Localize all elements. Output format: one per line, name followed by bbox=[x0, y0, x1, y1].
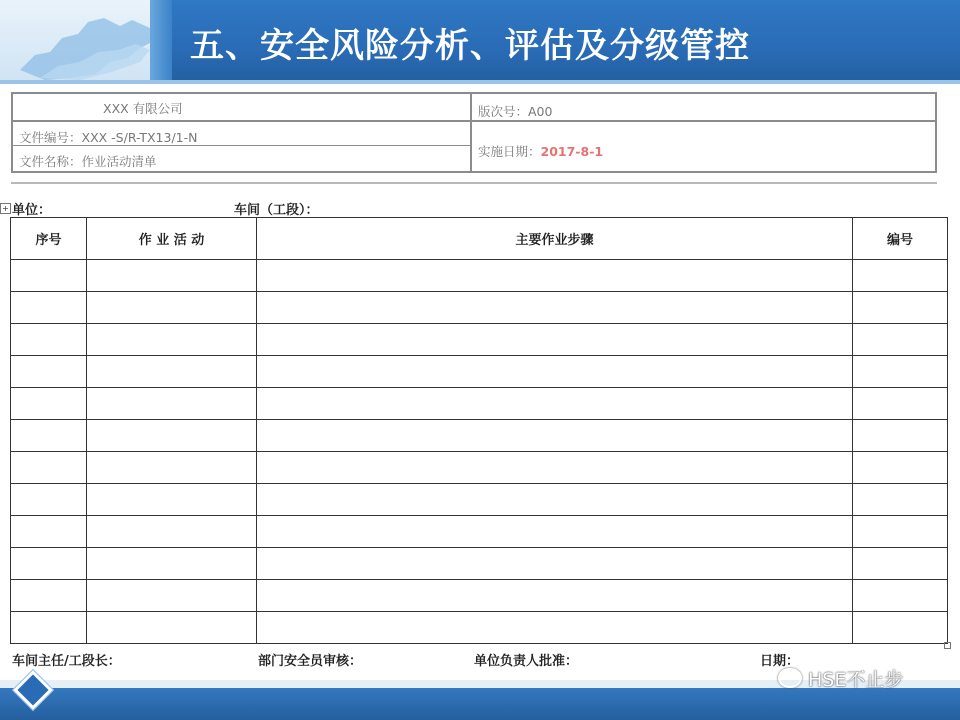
table-header-row bbox=[11, 218, 948, 260]
col-header-steps: 主要作业步骤 bbox=[257, 218, 853, 260]
table-cell[interactable] bbox=[257, 612, 853, 644]
header-separator bbox=[11, 182, 937, 184]
table-cell[interactable] bbox=[257, 580, 853, 612]
watermark bbox=[778, 665, 903, 691]
table-cell[interactable] bbox=[257, 420, 853, 452]
table-row bbox=[11, 260, 948, 292]
table-cell[interactable] bbox=[853, 580, 948, 612]
table-cell[interactable] bbox=[257, 484, 853, 516]
table-cell[interactable] bbox=[11, 612, 87, 644]
table-row bbox=[11, 420, 948, 452]
table-cell[interactable] bbox=[87, 292, 257, 324]
table-cell[interactable] bbox=[11, 484, 87, 516]
table-row bbox=[11, 356, 948, 388]
version-number: 版次号：A00 bbox=[472, 94, 935, 122]
table-row bbox=[11, 484, 948, 516]
table-cell[interactable] bbox=[257, 452, 853, 484]
footer-bar bbox=[0, 688, 960, 720]
table-cell[interactable] bbox=[257, 388, 853, 420]
table-resize-handle[interactable] bbox=[944, 642, 951, 649]
table-row bbox=[11, 292, 948, 324]
effective-date-value: 2017-8-1 bbox=[540, 144, 604, 159]
table-cell[interactable] bbox=[87, 388, 257, 420]
document-header bbox=[11, 92, 937, 173]
banner-underline bbox=[0, 80, 960, 84]
table-move-handle-icon[interactable]: + bbox=[0, 203, 11, 214]
table-cell[interactable] bbox=[87, 260, 257, 292]
table-row bbox=[11, 452, 948, 484]
unit-head-signature: 单位负责人批准： bbox=[474, 654, 579, 669]
map-graphic bbox=[0, 0, 166, 84]
table-row bbox=[11, 324, 948, 356]
table-row bbox=[11, 388, 948, 420]
table-cell[interactable] bbox=[853, 356, 948, 388]
table-cell[interactable] bbox=[87, 548, 257, 580]
table-cell[interactable] bbox=[853, 516, 948, 548]
col-header-code: 编号 bbox=[853, 218, 948, 260]
table-cell[interactable] bbox=[257, 356, 853, 388]
table-row bbox=[11, 612, 948, 644]
title-banner bbox=[0, 0, 960, 84]
table-cell[interactable] bbox=[257, 324, 853, 356]
document-name: 文件名称：作业活动清单 bbox=[13, 146, 472, 171]
table-cell[interactable] bbox=[853, 612, 948, 644]
table-cell[interactable] bbox=[853, 324, 948, 356]
table-cell[interactable] bbox=[11, 452, 87, 484]
company-name: XXX 有限公司 bbox=[13, 94, 472, 122]
table-cell[interactable] bbox=[11, 388, 87, 420]
banner-divider bbox=[150, 0, 172, 84]
col-header-seq: 序号 bbox=[11, 218, 87, 260]
activity-table bbox=[10, 217, 948, 644]
table-row bbox=[11, 516, 948, 548]
table-cell[interactable] bbox=[853, 260, 948, 292]
table-cell[interactable] bbox=[11, 516, 87, 548]
table-cell[interactable] bbox=[853, 292, 948, 324]
watermark-text: HSE不止步 bbox=[808, 668, 904, 691]
table-cell[interactable] bbox=[11, 548, 87, 580]
table-cell[interactable] bbox=[853, 484, 948, 516]
chat-bubble-icon bbox=[778, 668, 802, 688]
workshop-head-signature: 车间主任/工段长： bbox=[12, 654, 121, 669]
table-cell[interactable] bbox=[87, 484, 257, 516]
signature-date: 日期： bbox=[760, 654, 800, 669]
table-cell[interactable] bbox=[853, 548, 948, 580]
workshop-label: 车间（工段）： bbox=[234, 203, 319, 218]
table-row bbox=[11, 580, 948, 612]
table-cell[interactable] bbox=[87, 420, 257, 452]
table-cell[interactable] bbox=[87, 356, 257, 388]
effective-date bbox=[472, 122, 935, 171]
table-cell[interactable] bbox=[87, 516, 257, 548]
page-title: 五、安全风险分析、评估及分级管控 bbox=[190, 26, 750, 66]
table-cell[interactable] bbox=[11, 292, 87, 324]
table-cell[interactable] bbox=[257, 260, 853, 292]
safety-officer-signature: 部门安全员审核： bbox=[258, 654, 363, 669]
table-cell[interactable] bbox=[853, 452, 948, 484]
table-cell[interactable] bbox=[11, 580, 87, 612]
table-cell[interactable] bbox=[257, 516, 853, 548]
table-cell[interactable] bbox=[853, 420, 948, 452]
document-number: 文件编号：XXX -S/R-TX13/1-N bbox=[13, 122, 472, 146]
table-row bbox=[11, 548, 948, 580]
table-cell[interactable] bbox=[853, 388, 948, 420]
table-cell[interactable] bbox=[87, 612, 257, 644]
effective-date-label: 实施日期： bbox=[478, 144, 541, 159]
table-cell[interactable] bbox=[87, 324, 257, 356]
table-cell[interactable] bbox=[11, 420, 87, 452]
table-cell[interactable] bbox=[257, 292, 853, 324]
table-cell[interactable] bbox=[87, 580, 257, 612]
table-cell[interactable] bbox=[11, 324, 87, 356]
table-cell[interactable] bbox=[257, 548, 853, 580]
table-cell[interactable] bbox=[87, 452, 257, 484]
unit-label: 单位： bbox=[12, 203, 52, 218]
col-header-activity: 作 业 活 动 bbox=[87, 218, 257, 260]
table-cell[interactable] bbox=[11, 356, 87, 388]
table-cell[interactable] bbox=[11, 260, 87, 292]
